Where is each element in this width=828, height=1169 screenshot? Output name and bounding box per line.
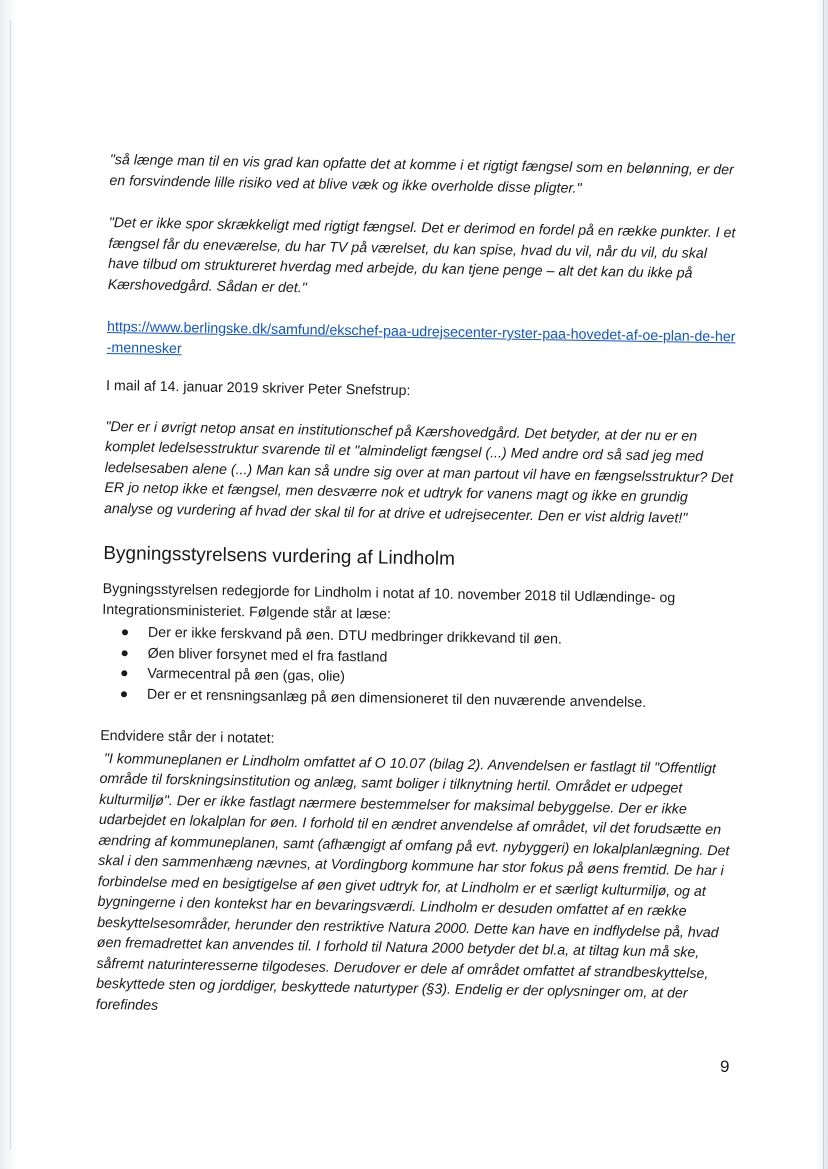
quote-sentence-2: "Det er ikke spor skrækkeligt med rigtigt fængsel. Det er derimod en fordel på en række punkter. I et fængsel får du eneværelse, du har TV på værelset, du kan spise, hvad du vil, når du vil, du skal have tilbud om struktureret hverdag med arbejde, du kan tjene penge – alt det kan du ikke på Kærshovedgård. Sådan er det.": [107, 214, 736, 296]
scan-edge-left: [0, 0, 18, 1169]
scan-edge-right: [816, 0, 828, 1169]
bullet-list: [101, 622, 734, 714]
page-number: 9: [720, 1057, 730, 1076]
section-heading: Bygningsstyrelsens vurdering af Lindholm: [103, 542, 456, 570]
kommuneplan-quote: "I kommuneplanen er Lindholm omfattet af O 10.07 (bilag 2). Anvendelsen er fastlagt til "Offentligt område til forskningsinstitution og anlæg, samt boliger i tilknytning hertil. Området er udpeget kulturmiljø". Der er ikke fastlagt nærmere bestemmelser for maksimal bebyggelse. Der er ikke udarbejdet en lokalplan for øen. I forhold til en ændret anvendelse af området, vil det forudsætte en ændring af kommuneplanen, samt (afhængigt af omfang på evt. nybyggeri) en lokalplanlægning. Det skal i den sammenhæng nævnes, at Vordingborg kommune har stor fokus på øens fremtid. De har i forbindelse med en besigtigelse af øen givet udtryk for, at Lindholm er et særligt kulturmiljø, og at bygningerne i den kontekst har en bevaringsværdi. Lindholm er desuden omfattet af en række beskyttelsesområder, herunder den restriktive Natura 2000. Dette kan have en indflydelse på, hvad øen fremadrettet kan anvendes til. I forhold til Natura 2000 betyder det bl.a, at tiltag kun må ske, såfremt naturinteresserne tilgodeses. Derudover er dele af området omfattet af strandbeskyttelse, beskyttede sten og jorddiger, beskyttede naturtyper (§3). Endelig er der oplysninger om, at der forefindes: [95, 750, 730, 1014]
bullet-dot-icon: [122, 629, 128, 635]
mail-intro: I mail af 14. januar 2019 skriver Peter Snefstrup:: [105, 377, 411, 400]
bullet-text: Der er et rensningsanlæg på øen dimensioneret til den nuværende anvendelse.: [146, 686, 647, 711]
bullet-dot-icon: [122, 650, 128, 656]
document-page: [96, 150, 742, 1025]
further-intro: Endvidere står der i notatet:: [100, 727, 275, 747]
section-intro: Bygningsstyrelsen redegjorde for Lindholm i notat af 10. november 2018 til Udlændinge- og Integrationsministeriet. Følgende står at læse:: [102, 580, 676, 623]
bullet-text: Varmecentral på øen (gas, olie): [147, 665, 346, 685]
bullet-text: Øen bliver forsynet med el fra fastland: [147, 645, 388, 666]
quote-mail: "Der er i øvrigt netop ansat en institutionschef på Kærshovedgård. Det betyder, at der nu er en komplet ledelsesstruktur svarende til et "almindeligt fængsel (...) Med andre ord så sad jeg med ledelsesaben alene (...) Man kan så undre sig over at man partout vil have en fængselsstruktur? Det ER jo netop ikke et fængsel, men desværre nok et udtryk for vanens magt og ikke en grundig analyse og vurdering af hvad der skal til for at drive et udrejsecenter. Den er vist aldrig lavet!": [103, 418, 734, 527]
quote-sentence-1: "så længe man til en vis grad kan opfatte det at komme i et rigtigt fængsel som en belønning, er der en forsvindende lille risiko ved at blive væk og ikke overholde disse pligter.": [109, 151, 734, 197]
bullet-dot-icon: [121, 691, 127, 697]
bullet-dot-icon: [121, 670, 127, 676]
bullet-text: Der er ikke ferskvand på øen. DTU medbringer drikkevand til øen.: [147, 624, 563, 648]
berlingske-article-link[interactable]: https://www.berlingske.dk/samfund/ekschef-paa-udrejsecenter-ryster-paa-hovedet-af-oe-plan-de-her-mennesker: [106, 318, 736, 357]
